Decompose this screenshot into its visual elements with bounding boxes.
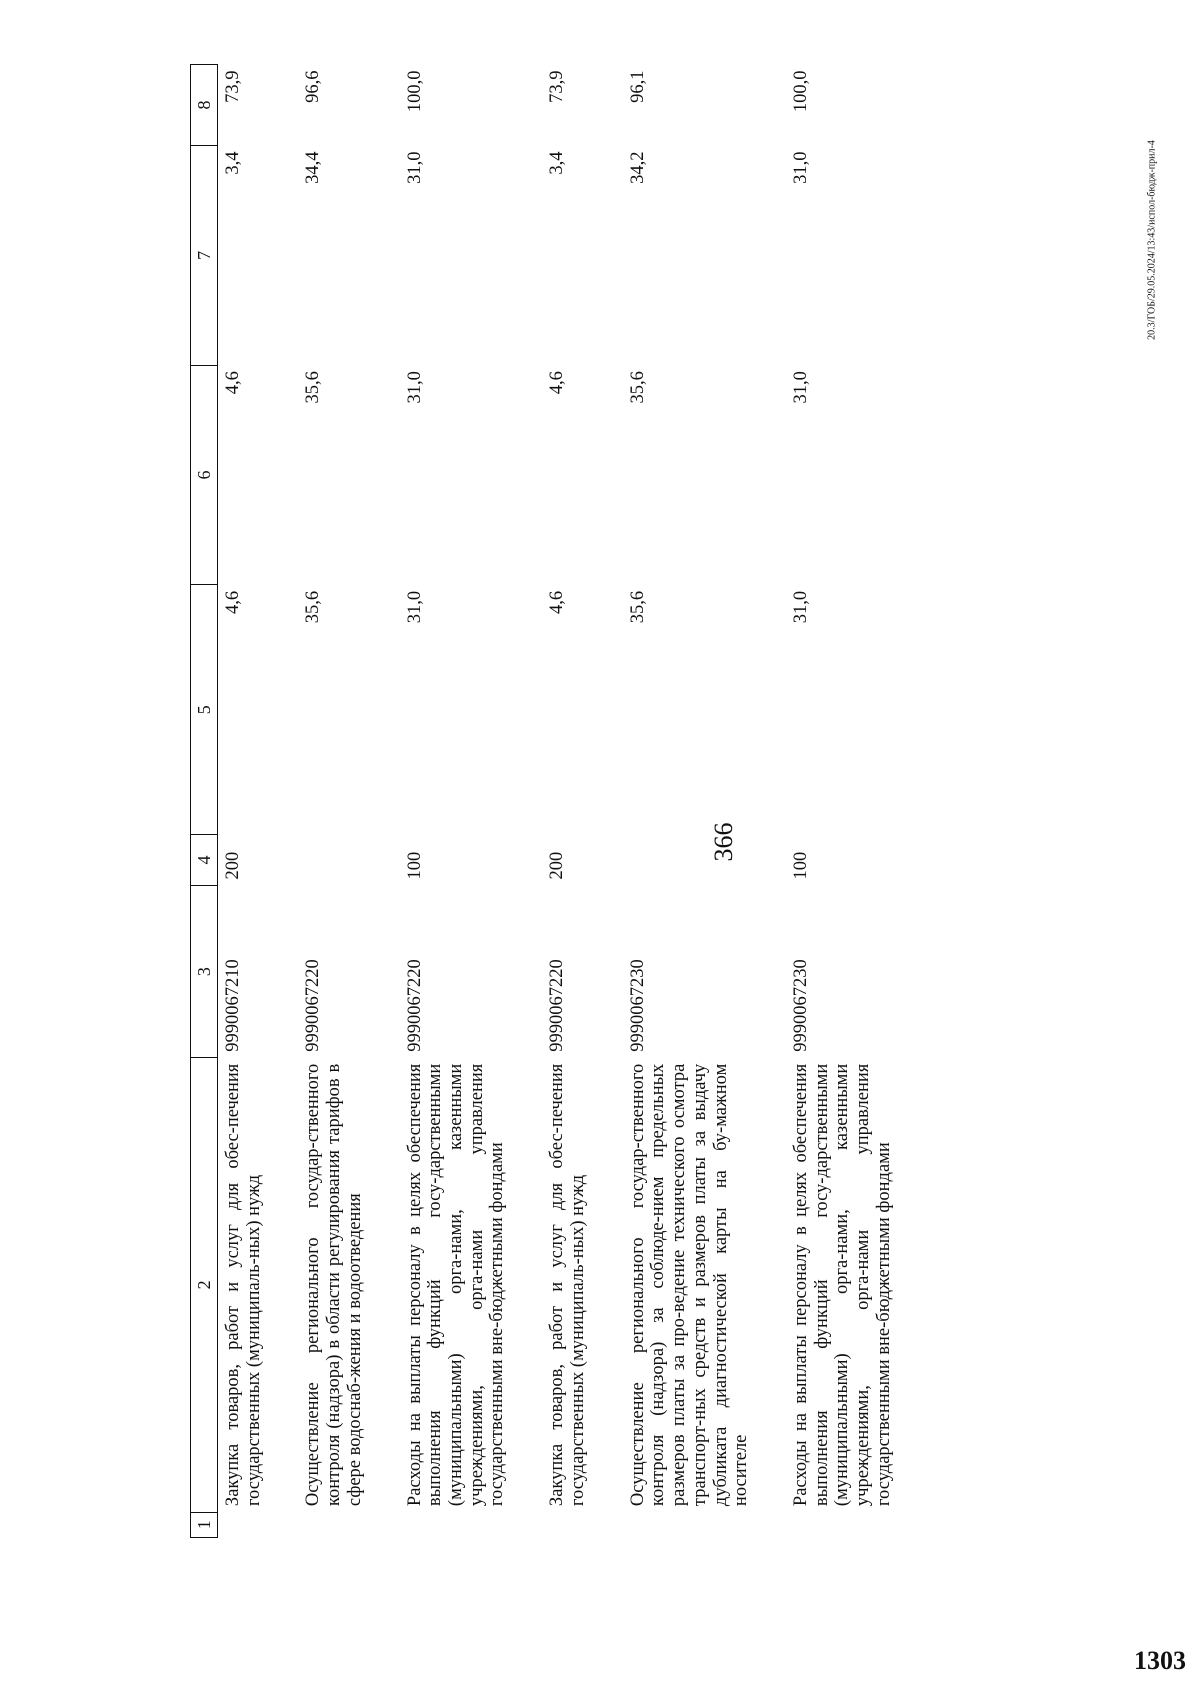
target-article-code: 9990067230 bbox=[627, 959, 648, 1052]
expense-type-code: 200 bbox=[547, 851, 568, 880]
value-col-8: 73,9 bbox=[547, 70, 568, 103]
value-col-8: 96,1 bbox=[627, 70, 648, 103]
expense-description: Закупка товаров, работ и услуг для обес-печения государственных (муниципаль-ных) нужд bbox=[547, 1063, 588, 1507]
empty-cell bbox=[298, 1512, 399, 1537]
expense-type-code: 100 bbox=[404, 851, 425, 880]
value-col-5: 4,6 bbox=[547, 590, 568, 614]
value-col-5: 31,0 bbox=[790, 590, 811, 624]
expense-type-code: 100 bbox=[790, 851, 811, 880]
expense-description: Расходы на выплаты персоналу в целях обеспечения выполнения функций госу-дарственными (муниципальными) орга-нами, казенными учреждениями, орга-нами управления государственными вне-бюджетными фондами bbox=[790, 1063, 894, 1507]
table-row bbox=[542, 65, 622, 1538]
empty-cell bbox=[623, 1512, 786, 1537]
value-col-8: 100,0 bbox=[790, 70, 811, 113]
value-col-6: 4,6 bbox=[547, 371, 568, 395]
column-header: 7 bbox=[191, 146, 218, 366]
expense-type-code: 200 bbox=[223, 851, 243, 880]
table-row bbox=[623, 65, 786, 1538]
column-header: 1 bbox=[191, 1512, 218, 1537]
value-col-7: 3,4 bbox=[547, 151, 568, 175]
value-col-7: 3,4 bbox=[223, 151, 243, 175]
target-article-code: 9990067220 bbox=[303, 959, 324, 1052]
target-article-code: 9990067210 bbox=[223, 959, 243, 1052]
sheet-number: 1303 bbox=[1134, 1646, 1186, 1675]
table-row bbox=[218, 65, 299, 1538]
target-article-code: 9990067220 bbox=[404, 959, 425, 1052]
budget-table-container bbox=[190, 64, 1040, 1538]
table-row bbox=[786, 65, 929, 1538]
value-col-6: 31,0 bbox=[404, 371, 425, 404]
value-col-5: 35,6 bbox=[627, 590, 648, 624]
expense-description: Осуществление регионального государ-ственного контроля (надзора) за соблюде-нием предельных размеров платы за про-ведение технического осмотра транспорт-ных средств и размеров платы за выдачу дубликата диагностической карты на бу-мажном носителе bbox=[627, 1063, 752, 1507]
value-col-7: 31,0 bbox=[790, 151, 811, 184]
budget-table bbox=[190, 64, 929, 1538]
target-article-code: 9990067230 bbox=[790, 959, 811, 1052]
column-header: 4 bbox=[191, 835, 218, 886]
table-row bbox=[298, 65, 399, 1538]
value-col-7: 34,2 bbox=[627, 151, 648, 184]
target-article-code: 9990067220 bbox=[547, 959, 568, 1052]
value-col-6: 4,6 bbox=[223, 371, 243, 395]
value-col-5: 4,6 bbox=[223, 590, 243, 614]
empty-cell bbox=[218, 1512, 299, 1537]
value-col-7: 34,4 bbox=[303, 151, 324, 184]
empty-cell bbox=[542, 1512, 622, 1537]
column-header: 5 bbox=[191, 585, 218, 835]
value-col-5: 35,6 bbox=[303, 590, 324, 624]
expense-type-code bbox=[623, 835, 786, 886]
value-col-6: 31,0 bbox=[790, 371, 811, 404]
value-col-5: 31,0 bbox=[404, 590, 425, 624]
table-row bbox=[400, 65, 543, 1538]
value-col-8: 73,9 bbox=[223, 70, 243, 103]
value-col-6: 35,6 bbox=[303, 371, 324, 404]
footer-document-code: 20.3/ГОБ/29.05.2024/13:43/испол-бюдж-прил-4 bbox=[1146, 140, 1158, 340]
page-number: 366 bbox=[709, 822, 738, 862]
empty-cell bbox=[786, 1512, 929, 1537]
column-header: 2 bbox=[191, 1058, 218, 1512]
value-col-8: 96,6 bbox=[303, 70, 324, 103]
value-col-7: 31,0 bbox=[404, 151, 425, 184]
value-col-8: 100,0 bbox=[404, 70, 425, 113]
expense-description: Осуществление регионального государ-ственного контроля (надзора) в области регулирования тарифов в сфере водоснаб-жения и водоотведения bbox=[303, 1063, 365, 1507]
column-header: 3 bbox=[191, 885, 218, 1057]
value-col-6: 35,6 bbox=[627, 371, 648, 404]
empty-cell bbox=[400, 1512, 543, 1537]
column-number-row bbox=[191, 65, 218, 1538]
expense-description: Закупка товаров, работ и услуг для обес-печения государственных (муниципаль-ных) нужд bbox=[223, 1063, 264, 1507]
expense-type-code bbox=[298, 835, 399, 886]
expense-description: Расходы на выплаты персоналу в целях обеспечения выполнения функций госу-дарственными (муниципальными) орга-нами, казенными учреждениями, орга-нами управления государственными вне-бюджетными фондами bbox=[404, 1063, 508, 1507]
column-header: 6 bbox=[191, 365, 218, 585]
column-header: 8 bbox=[191, 65, 218, 146]
